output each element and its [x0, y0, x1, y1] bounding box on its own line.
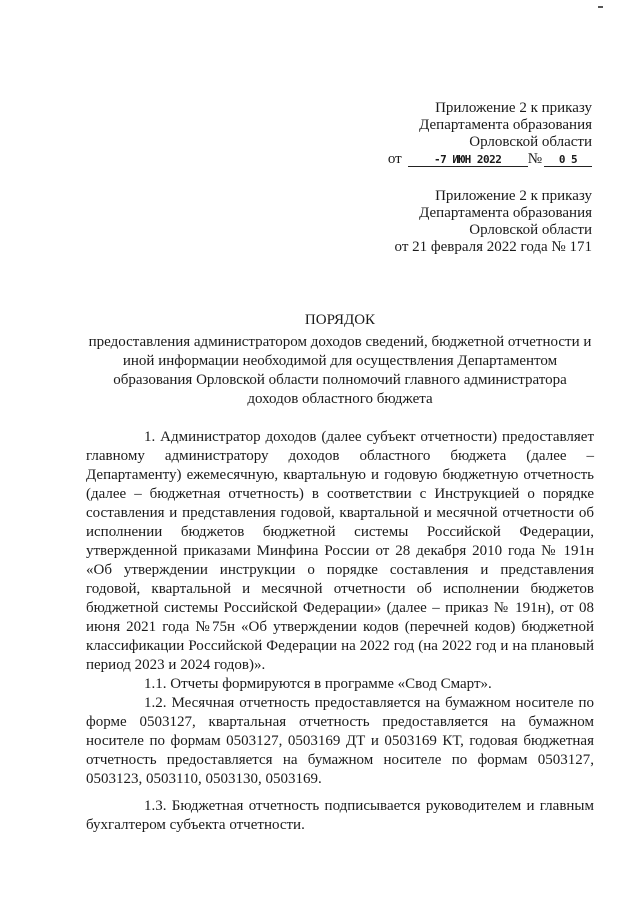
scan-mark	[598, 6, 603, 8]
appendix-line: Приложение 2 к приказу	[435, 188, 592, 204]
paragraph: 1.1. Отчеты формируются в программе «Свод Смарт».	[144, 676, 492, 692]
document-body	[86, 428, 594, 835]
appendix-current-header	[388, 100, 592, 168]
number-label: №	[527, 151, 542, 167]
order-date-number-line	[388, 151, 592, 168]
number-stamp: 0 5	[544, 151, 592, 167]
paragraph: 1. Администратор доходов (далее субъект отчетности) предоставляет главному администратору доходов областного бюджета (далее – Департаменту) ежемесячную, квартальную и годовую бюджетную отчетность (далее – бюджетная отчетность) в соответствии с Инструкцией о порядке составления и представления годовой, квартальной и месячной отчетности об исполнении бюджетов бюджетной системы Российской Федерации, утвержденной приказами Минфина России от 28 декабря 2010 года № 191н «Об утверждении инструкции о порядке составления и представления годовой, квартальной и месячной отчетности об исполнении бюджетов бюджетной системы Российской Федерации» (далее – приказ № 191н), от 08 июня 2021 года №75н «Об утверждении кодов (перечней кодов) бюджетной классификации Российской Федерации на 2022 год (на 2022 год и на плановый период 2023 и 2024 годов)».	[86, 429, 594, 673]
appendix-previous-header	[395, 188, 592, 256]
appendix-line: от 21 февраля 2022 года № 171	[394, 239, 592, 255]
document-title-block	[86, 311, 594, 409]
appendix-line: Приложение 2 к приказу	[435, 100, 592, 116]
date-stamp: -7 ИЮН 2022	[408, 151, 528, 167]
appendix-line: Орловской области	[469, 222, 592, 238]
appendix-line: Орловской области	[469, 134, 592, 150]
document-subtitle: предоставления администратором доходов сведений, бюджетной отчетности и иной информации необходимой для осуществления Департаментом образования Орловской области полномочий главного администратора доходов областного бюджета	[88, 334, 592, 407]
appendix-line: Департамента образования	[419, 205, 592, 221]
paragraph: 1.2. Месячная отчетность предоставляется на бумажном носителе по форме 0503127, квартальная отчетность предоставляется на бумажном носителе по формам 0503127, 0503169 ДТ и 0503169 КТ, годовая бюджетная отчетность предоставляется на бумажном носителе по формам 0503127, 0503123, 0503110, 0503130, 0503169.	[86, 695, 594, 787]
from-label: от	[387, 151, 402, 167]
document-heading: ПОРЯДОК	[304, 312, 376, 328]
paragraph: 1.3. Бюджетная отчетность подписывается руководителем и главным бухгалтером субъекта отчетности.	[86, 798, 594, 833]
appendix-line: Департамента образования	[419, 117, 592, 133]
